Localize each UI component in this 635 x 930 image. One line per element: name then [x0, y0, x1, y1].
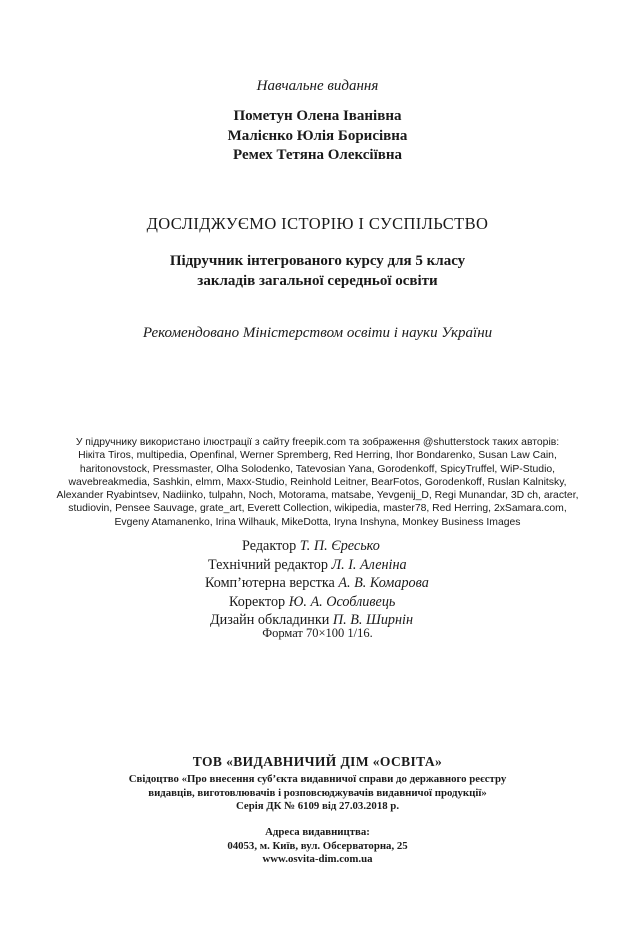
publisher-address [0, 826, 635, 867]
address-line: Адреса видавництва: [265, 826, 370, 838]
credits-line: Нікіта Tiros, multipedia, Openfinal, Werner Spremberg, Red Herring, Ihor Bondarenko, Susan Law Cain, [78, 450, 557, 462]
staff-role: Комп’ютерна верстка [205, 575, 339, 592]
staff-name: Т. П. Єресько [299, 538, 380, 554]
subtitle-line: закладів загальної середньої освіти [197, 273, 438, 289]
staff-name: Л. І. Аленіна [331, 556, 407, 573]
ministry-recommendation: Рекомендовано Міністерством освіти і науки України [142, 325, 493, 341]
publisher-name: ТОВ «ВИДАВНИЧИЙ ДІМ «ОСВІТА» [192, 754, 443, 769]
credits-line: wavebreakmedia, Sashkin, elmm, Maxx-Studio, Reinhold Leitner, BearFotos, Gorodenkoff, Ruslan Kalnitsky, [68, 476, 567, 488]
staff-role: Технічний редактор [208, 556, 332, 573]
website-link[interactable]: www.osvita-dim.com.ua [262, 853, 373, 866]
address-line: 04053, м. Київ, вул. Обсерваторна, 25 [227, 839, 408, 852]
staff-row [205, 556, 429, 575]
credits-line: Evgeny Atamanenko, Irina Wilhauk, MikeDotta, Iryna Inshyna, Monkey Business Images [114, 516, 521, 528]
staff-name: П. В. Ширнін [332, 612, 414, 629]
staff-name: А. В. Комарова [338, 575, 429, 592]
certificate-line: Свідоцтво «Про внесення суб’єкта видавничої справи до державного реєстру [128, 773, 507, 785]
staff-row [205, 593, 429, 612]
certificate-line: видавців, виготовлювачів і розповсюджувачів видавничої продукції» [148, 786, 487, 799]
staff-role: Редактор [242, 538, 300, 554]
image-credits [0, 436, 635, 529]
staff-role: Дизайн обкладинки [210, 612, 333, 629]
staff-role: Коректор [229, 593, 289, 610]
authors-block [0, 107, 635, 166]
certificate-line: Серія ДК № 6109 від 27.03.2018 р. [235, 800, 400, 813]
credits-line: Alexander Ryabintsev, Nadiinko, tulpahn, Noch, Motorama, matsabe, Yevgenij_D, Regi Munandar, 3D ch, aracter, [56, 490, 579, 502]
page-format: Формат 70×100 1/16. [262, 626, 373, 640]
book-title: ДОСЛІДЖУЄМО ІСТОРІЮ І СУСПІЛЬСТВО [146, 214, 489, 233]
staff-row [205, 574, 429, 593]
book-subtitle [0, 251, 635, 291]
staff-row [205, 537, 429, 556]
subtitle-line: Підручник інтегрованого курсу для 5 класу [169, 253, 466, 269]
edition-label: Навчальне видання [256, 78, 379, 94]
credits-line: У підручнику використано ілюстрації з сайту freepik.com та зображення @shutterstock таких авторів: [75, 437, 560, 448]
publisher-certificate [0, 773, 635, 814]
credits-line: haritonovstock, Pressmaster, Olha Solodenko, Tatevosian Yana, Gorodenkoff, SpicyTruffel, WiP-Studio, [79, 463, 556, 475]
staff-name: Ю. А. Особливець [288, 593, 396, 610]
author-name: Ремех Тетяна Олексіївна [233, 147, 402, 163]
author-name: Пометун Олена Іванівна [233, 108, 402, 124]
author-name: Малієнко Юлія Борисівна [227, 127, 408, 144]
staff-list [205, 537, 429, 630]
credits-line: studiovin, Pensee Sauvage, grate_art, Everett Collection, wikipedia, master78, Red Herring, 2xSamara.com, [68, 503, 567, 515]
